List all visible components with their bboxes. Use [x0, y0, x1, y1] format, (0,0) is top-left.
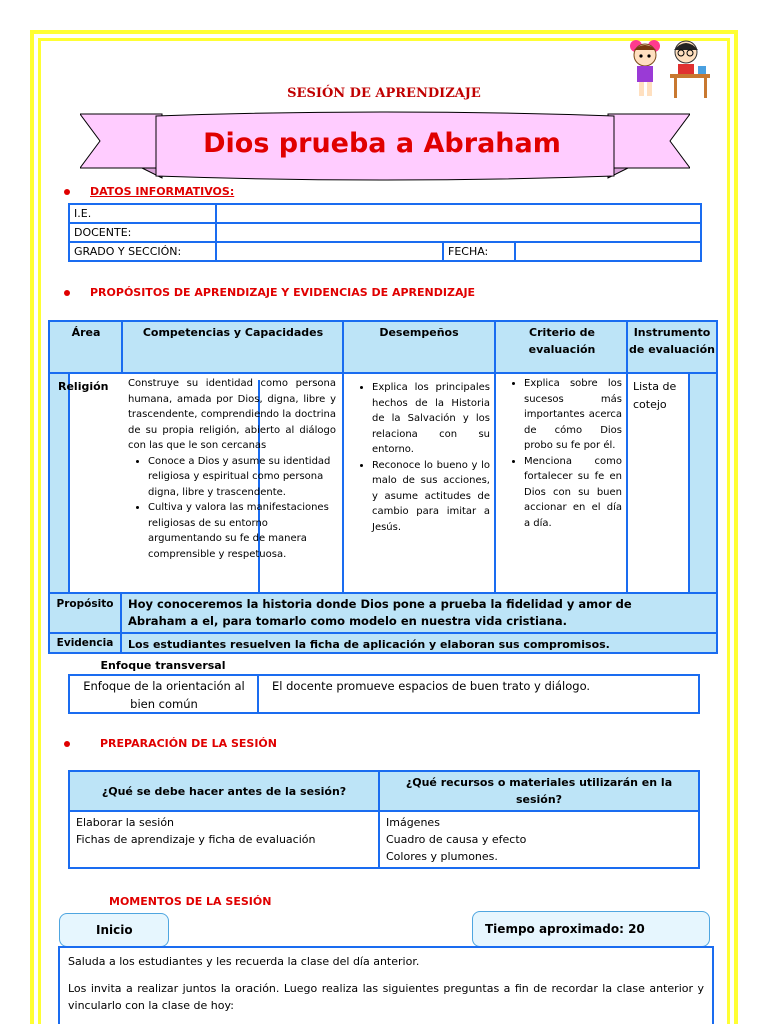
grid-line: [68, 374, 70, 594]
bullet-icon: [64, 189, 70, 195]
col-antes: ¿Qué se debe hacer antes de la sesión?: [69, 771, 379, 811]
grid-line: [626, 320, 628, 592]
list-item: Cuadro de causa y efecto: [386, 833, 527, 846]
area-religion: Religión: [58, 380, 109, 393]
grid-line: [494, 320, 496, 592]
docente-value[interactable]: [216, 223, 701, 242]
instrumento-cell: Lista de cotejo: [633, 380, 677, 411]
capacidad-item: • Cultiva y valora las manifestaciones religiosas de su entorno argumentando su fe de manera comprensible y respetuosa.: [148, 500, 336, 562]
fecha-value[interactable]: [515, 242, 701, 261]
inicio-paragraph: Saluda a los estudiantes y les recuerda la clase del día anterior.: [68, 955, 420, 968]
docente-label: DOCENTE:: [69, 223, 216, 242]
desempeno-item: • Reconoce lo bueno y lo malo de sus acciones, y asume actitudes de cambio para imitar a Jesús.: [372, 458, 490, 536]
evidencia-label: Evidencia: [56, 637, 114, 649]
enfoque-label: Enfoque transversal: [100, 659, 226, 672]
desempenos-cell: [346, 380, 490, 535]
fecha-label: FECHA:: [443, 242, 515, 261]
enfoque-name: Enfoque de la orientación al bien común: [83, 679, 245, 711]
col-desempenos: Desempeños: [379, 326, 459, 339]
list-item: Colores y plumones.: [386, 850, 498, 863]
list-item: Fichas de aprendizaje y ficha de evaluación: [76, 833, 316, 846]
evidencia-text: Los estudiantes resuelven la ficha de aplicación y elaboran sus compromisos.: [128, 638, 610, 651]
proposito-label: Propósito: [56, 598, 114, 610]
capacidad-item: • Conoce a Dios y asume su identidad religiosa y espiritual como persona digna, libre y trascendente.: [148, 454, 336, 501]
proposito-text: Hoy conoceremos la historia donde Dios pone a prueba la fidelidad y amor de Abraham a el, para tomarlo como modelo en nuestra vida cristiana.: [128, 597, 632, 628]
grado-label: GRADO Y SECCIÓN:: [69, 242, 216, 261]
criterio-item: • Explica sobre los sucesos más importantes acerca de cómo Dios probo su fe por él.: [524, 376, 622, 454]
inicio-content: [58, 946, 714, 1024]
propositos-heading: PROPÓSITOS DE APRENDIZAJE Y EVIDENCIAS DE APRENDIZAJE: [64, 286, 475, 299]
grado-value[interactable]: [216, 242, 443, 261]
desempeno-item: • Explica los principales hechos de la Historia de la Salvación y los relaciona con su entorno.: [372, 380, 490, 458]
ie-value[interactable]: [216, 204, 701, 223]
tiempo-label: Tiempo aproximado: 20: [472, 911, 710, 947]
bullet-icon: [64, 290, 70, 296]
grid-line: [120, 592, 122, 654]
list-item: Elaborar la sesión: [76, 816, 175, 829]
grid-line: [48, 632, 718, 634]
criterio-cell: [498, 376, 622, 531]
bullet-icon: [64, 741, 70, 747]
col-area: Área: [71, 326, 101, 339]
col-criterio: Criterio de evaluación: [528, 326, 596, 356]
competencias-cell: [128, 376, 336, 562]
grid-line: [257, 674, 259, 714]
session-title: SESIÓN DE APRENDIZAJE: [287, 86, 481, 101]
col-competencias: Competencias y Capacidades: [142, 326, 324, 339]
grid-line: [342, 320, 344, 592]
criterio-item: • Menciona como fortalecer su fe en Dios con su buen accionar en el día a día.: [524, 454, 622, 532]
datos-heading: DATOS INFORMATIVOS:: [64, 185, 234, 198]
grid-line: [48, 372, 718, 374]
preparacion-heading: PREPARACIÓN DE LA SESIÓN: [64, 737, 277, 750]
momentos-heading: MOMENTOS DE LA SESIÓN: [109, 895, 272, 908]
competencia-text: Construye su identidad como persona humana, amada por Dios, digna, libre y trascendente, comprendiendo la doctrina de su propia religión, abierto al diálogo con las que le son cercanas: [128, 378, 336, 451]
antes-cell: [69, 811, 379, 868]
inicio-label: Inicio: [59, 913, 169, 947]
preparacion-table: [68, 770, 700, 869]
col-instrumento: Instrumento de evaluación: [629, 326, 715, 356]
datos-table: [68, 203, 702, 262]
enfoque-text: El docente promueve espacios de buen trato y diálogo.: [272, 679, 591, 693]
grid-line: [688, 374, 690, 594]
grid-line: [48, 592, 718, 594]
list-item: Imágenes: [386, 816, 440, 829]
ie-label: I.E.: [69, 204, 216, 223]
inicio-paragraph: Los invita a realizar juntos la oración. Luego realiza las siguientes preguntas a fin de recordar la clase anterior y vincularlo con la clase de hoy:: [68, 982, 704, 1012]
col-recursos: ¿Qué recursos o materiales utilizarán en la sesión?: [379, 771, 699, 811]
main-title: Dios prueba a Abraham: [203, 128, 561, 159]
recursos-cell: [379, 811, 699, 868]
